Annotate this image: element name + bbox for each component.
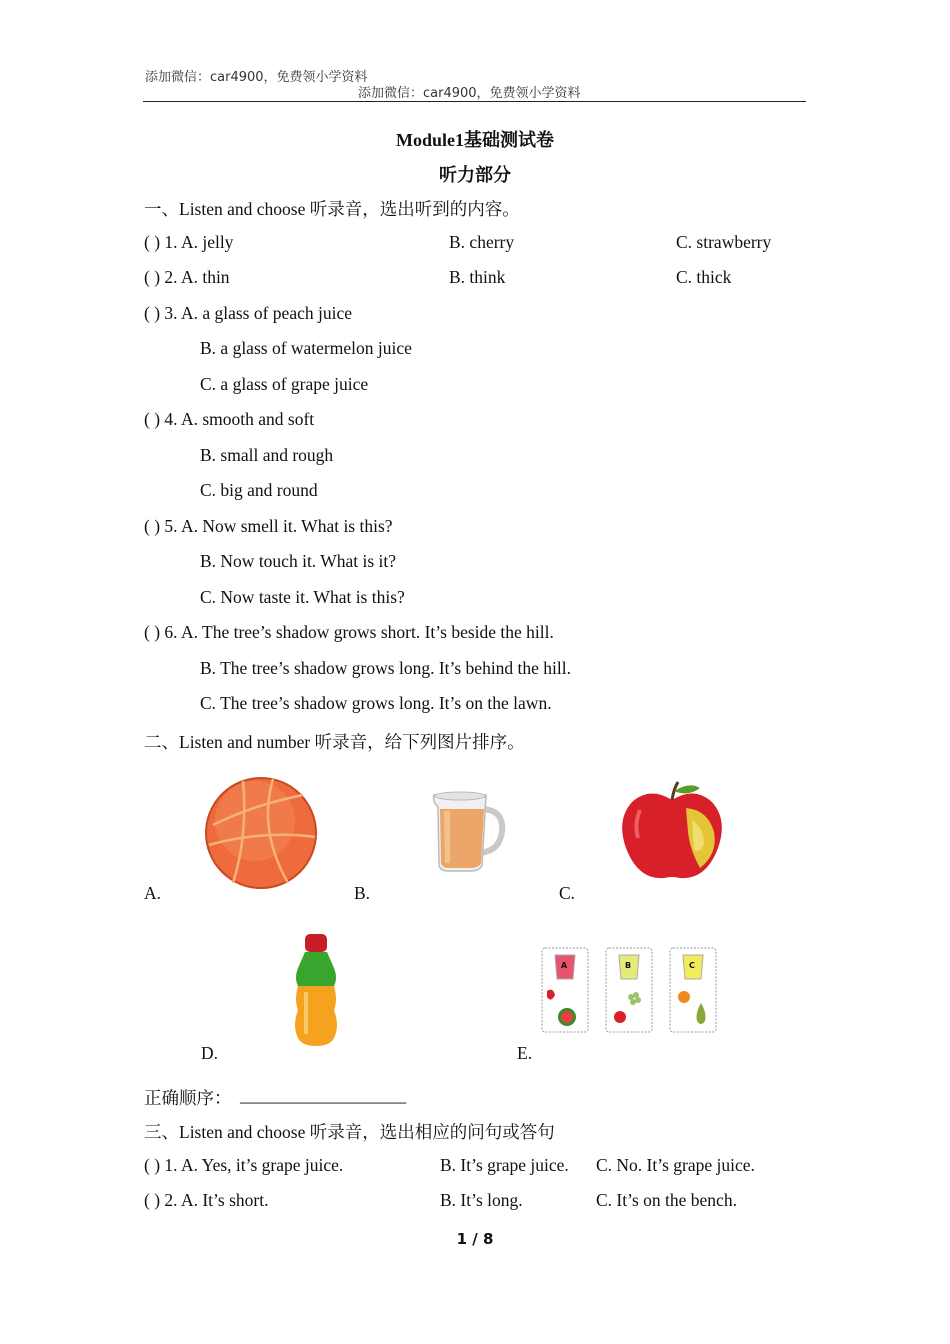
section1-heading: 一、Listen and choose 听录音，选出听到的内容。 [144,199,520,219]
s1-q2-option-b: B. think [449,267,506,287]
s1-q5-option-a: ( ) 5. A. Now smell it. What is this? [144,516,393,536]
juice-jug-image [430,787,508,873]
ball-image [203,775,319,891]
apple-image [620,780,724,882]
s3-q1-option-a: ( ) 1. A. Yes, it’s grape juice. [144,1155,344,1175]
s1-q2-option-c: C. thick [676,267,732,287]
s3-q2-option-c: C. It’s on the bench. [596,1190,737,1210]
page-number: 1 / 8 [456,1230,494,1248]
page-subtitle: 听力部分 [439,165,511,185]
picture-label-c: C. [559,883,576,903]
s3-q2-option-b: B. It’s long. [440,1190,523,1210]
section3-heading: 三、Listen and choose 听录音，选出相应的问句或答句 [144,1122,555,1142]
s3-q1-option-c: C. No. It’s grape juice. [596,1155,755,1175]
s1-q3-option-c: C. a glass of grape juice [200,374,369,394]
s1-q3-option-a: ( ) 3. A. a glass of peach juice [144,303,352,323]
s1-q6-option-b: B. The tree’s shadow grows long. It’s behind the hill. [200,658,572,678]
juice-cards-image [541,947,719,1035]
s1-q1-option-a: ( ) 1. A. jelly [144,232,234,252]
header-rule [143,101,806,102]
s1-q1-option-b: B. cherry [449,232,515,252]
picture-label-d: D. [201,1043,219,1063]
picture-label-e: E. [517,1043,533,1063]
s1-q4-option-c: C. big and round [200,480,318,500]
picture-label-b: B. [354,883,371,903]
picture-label-a: A. [144,883,162,903]
answer-order-blank[interactable]: ___________________ [240,1085,407,1105]
header-watermark-2: 添加微信：car4900，免费领小学资料 [358,86,581,101]
s1-q5-option-b: B. Now touch it. What is it? [200,551,397,571]
s1-q2-option-a: ( ) 2. A. thin [144,267,230,287]
s1-q5-option-c: C. Now taste it. What is this? [200,587,405,607]
card-letter-c: C [689,961,695,970]
card-letter-b: B [625,961,632,970]
page-title: Module1基础测试卷 [395,130,554,150]
header-watermark-1: 添加微信：car4900，免费领小学资料 [145,70,368,85]
s1-q4-option-a: ( ) 4. A. smooth and soft [144,409,315,429]
s3-q1-option-b: B. It’s grape juice. [440,1155,569,1175]
section2-heading: 二、Listen and number 听录音，给下列图片排序。 [144,732,525,752]
s1-q6-option-c: C. The tree’s shadow grows long. It’s on the lawn. [200,693,552,713]
s1-q4-option-b: B. small and rough [200,445,334,465]
s1-q3-option-b: B. a glass of watermelon juice [200,338,412,358]
s3-q2-option-a: ( ) 2. A. It’s short. [144,1190,269,1210]
s1-q6-option-a: ( ) 6. A. The tree’s shadow grows short. It’s beside the hill. [144,622,554,642]
card-letter-a: A [561,961,568,970]
s1-q1-option-c: C. strawberry [676,232,772,252]
juice-bottle-image [290,930,342,1050]
answer-order-label: 正确顺序： [144,1088,232,1108]
